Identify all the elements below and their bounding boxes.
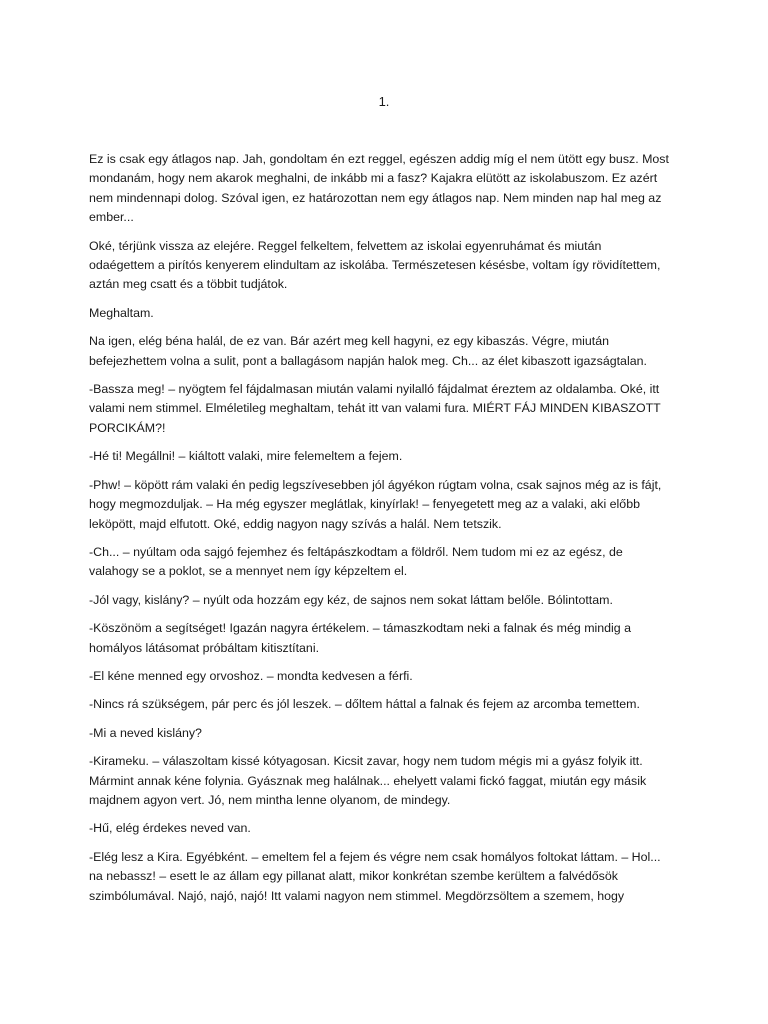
- text-line: Oké, térjünk vissza az elejére. Reggel felkeltem, felvettem az iskolai egyenruhámat és miután: [89, 238, 602, 253]
- text-line: homályos látásomat próbáltam kitisztítani.: [89, 640, 320, 655]
- text-line: -Jól vagy, kislány? – nyúlt oda hozzám egy kéz, de sajnos nem sokat láttam belőle. Bólintottam.: [89, 592, 613, 607]
- chapter-heading: 1.: [378, 94, 390, 109]
- paragraph: [89, 476, 691, 534]
- text-line: leköpött, majd elfutott. Oké, eddig nagyon nagy szívás a halál. Nem tetszik.: [89, 516, 502, 531]
- paragraph: [89, 695, 691, 714]
- text-line: nem mindennapi dolog. Szóval igen, ez határozottan nem egy átlagos nap. Nem minden nap hal meg az: [89, 190, 662, 205]
- text-line: -Hé ti! Megállni! – kiáltott valaki, mire felemeltem a fejem.: [89, 449, 403, 464]
- text-line: ember...: [89, 210, 134, 225]
- text-line: -Elég lesz a Kira. Egyébként. – emeltem fel a fejem és végre nem csak homályos foltokat láttam. – Hol...: [89, 849, 661, 864]
- text-line: valami nem stimmel. Elméletileg meghaltam, tehát itt van valami fura. MIÉRT FÁJ MINDEN KIBASZOTT: [89, 401, 661, 416]
- paragraph: [89, 591, 691, 610]
- text-line: -Nincs rá szükségem, pár perc és jól leszek. – dőltem háttal a falnak és fejem az arcomba temettem.: [89, 697, 640, 712]
- text-line: Ez is csak egy átlagos nap. Jah, gondoltam én ezt reggel, egészen addig míg el nem ütött egy busz. Most: [89, 152, 669, 166]
- text-line: -Ch... – nyúltam oda sajgó fejemhez és feltápászkodtam a földről. Nem tudom mi ez az egész, de: [89, 544, 623, 559]
- paragraph: [89, 304, 691, 323]
- text-line: Mármint annak kéne folynia. Gyásznak meg halálnak... ehelyett valami fickó faggat, miután egy másik: [89, 773, 647, 788]
- text-line: befejezhettem volna a sulit, pont a ballagásom napján halok meg. Ch... az élet kibaszott igazságtalan.: [89, 353, 647, 368]
- paragraph: [89, 447, 691, 466]
- paragraph: [89, 724, 691, 743]
- text-line: -El kéne menned egy orvoshoz. – mondta kedvesen a férfi.: [89, 668, 413, 683]
- text-line: -Köszönöm a segítséget! Igazán nagyra értékelem. – támaszkodtam neki a falnak és még mindig a: [89, 621, 632, 636]
- text-line: -Kirameku. – válaszoltam kissé kótyagosan. Kicsit zavar, hogy nem tudom mégis mi a gyász folyik itt.: [89, 754, 643, 769]
- text-line: hogy megmozduljak. – Ha még egyszer meglátlak, kinyírlak! – fenyegetett meg az a valaki, aki előbb: [89, 497, 640, 512]
- text-line: -Bassza meg! – nyögtem fel fájdalmasan miután valami nyilalló fájdalmat éreztem az oldalamba. Oké, itt: [89, 382, 660, 397]
- text-line: mondanám, hogy nem akarok meghalni, de inkább mi a fasz? Kajakra elütött az iskolabuszom. Ez azért: [89, 171, 658, 186]
- text-line: -Mi a neved kislány?: [89, 725, 202, 740]
- paragraph: [89, 848, 691, 906]
- paragraph: [89, 237, 691, 295]
- text-line: aztán meg csatt és a többit tudjátok.: [89, 277, 288, 292]
- paragraph: [89, 619, 691, 658]
- text-line: Meghaltam.: [89, 305, 154, 320]
- text-line: -Phw! – köpött rám valaki én pedig legszívesebben jól ágyékon rúgtam volna, csak sajnos még az is fájt,: [89, 477, 662, 492]
- paragraph: [89, 150, 691, 228]
- text-line: na nebassz! – esett le az állam egy pillanat alatt, mikor konkrétan szembe kerültem a falvédősök: [89, 869, 618, 884]
- paragraph: [89, 819, 691, 838]
- text-line: valahogy se a poklot, se a mennyet nem így képzeltem el.: [89, 564, 408, 579]
- text-line: majdnem agyon vert. Jó, nem mintha lenne olyanom, de mindegy.: [89, 792, 451, 807]
- paragraph: [89, 332, 691, 371]
- text-line: Na igen, elég béna halál, de ez van. Bár azért meg kell hagyni, ez egy kibaszás. Végre, miután: [89, 334, 610, 349]
- paragraph: [89, 380, 691, 438]
- paragraph: [89, 752, 691, 810]
- text-line: PORCIKÁM?!: [89, 420, 166, 435]
- document-body: [89, 150, 691, 915]
- paragraph: [89, 667, 691, 686]
- text-line: szimbólumával. Najó, najó, najó! Itt valami nagyon nem stimmel. Megdörzsöltem a szemem, hogy: [89, 888, 625, 903]
- text-line: -Hű, elég érdekes neved van.: [89, 821, 251, 836]
- text-line: odaégettem a pirítós kenyerem elindultam az iskolába. Természetesen késésbe, voltam így rövidítettem,: [89, 258, 661, 273]
- paragraph: [89, 543, 691, 582]
